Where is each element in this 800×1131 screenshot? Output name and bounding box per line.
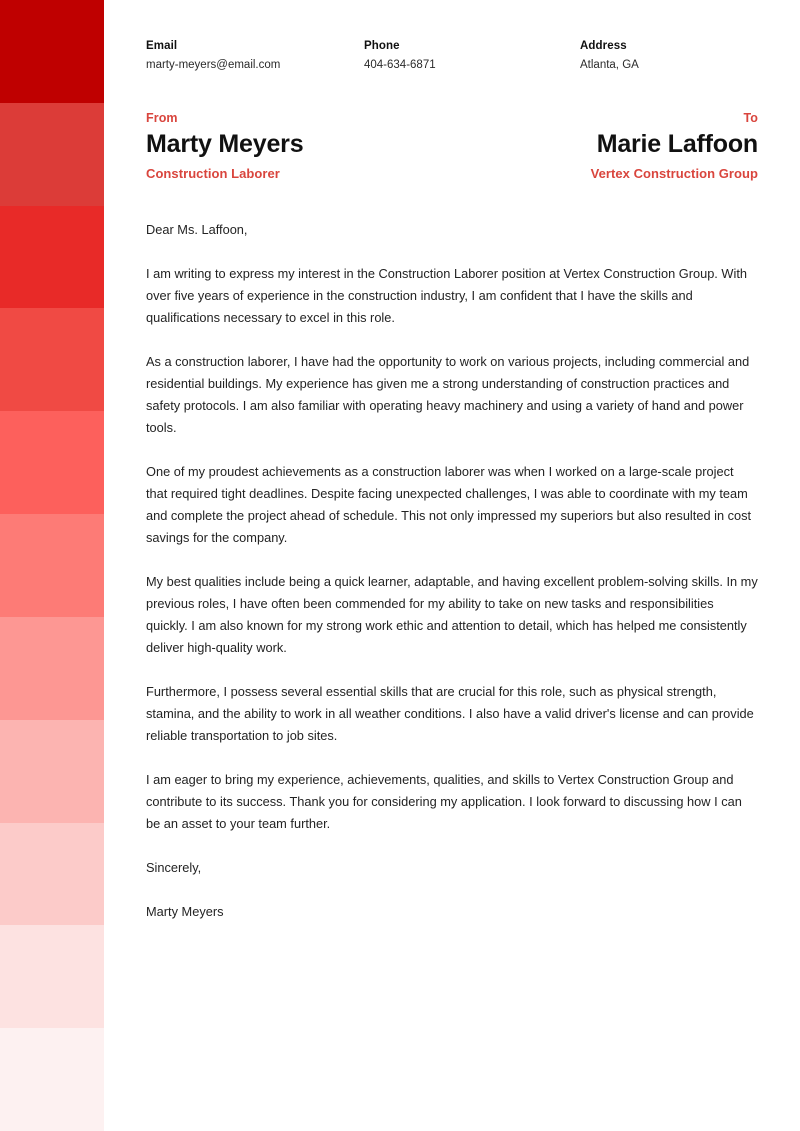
color-swatch-4 [0, 308, 104, 411]
sender-name: Marty Meyers [146, 130, 304, 158]
color-gradient-bar [0, 0, 104, 1131]
recipient-block [591, 111, 758, 181]
color-swatch-7 [0, 617, 104, 720]
letter-paragraph: Furthermore, I possess several essential skills that are crucial for this role, such as physical strength, stamina, and the ability to work in all weather conditions. I also have a valid driver's license and can provide reliable transportation to job sites. [146, 683, 754, 743]
contact-phone-label: Phone [364, 40, 400, 52]
letter-paragraph: I am writing to express my interest in the Construction Laborer position at Vertex Construction Group. With over five years of experience in the construction industry, I am confident that I have the skills and qualifications necessary to excel in this role. [146, 265, 748, 325]
color-swatch-10 [0, 925, 104, 1028]
contact-address-value: Atlanta, GA [580, 59, 639, 71]
letter-paragraph-list [146, 263, 758, 835]
sender-kicker: From [146, 111, 178, 125]
sender-job-title: Construction Laborer [146, 165, 280, 181]
contact-address [580, 40, 639, 71]
letter-signature: Marty Meyers [146, 903, 224, 919]
contact-phone-value: 404-634-6871 [364, 59, 436, 71]
recipient-company: Vertex Construction Group [590, 165, 758, 181]
contact-email-label: Email [146, 40, 178, 52]
letter-body [146, 219, 758, 923]
color-swatch-5 [0, 411, 104, 514]
color-swatch-3 [0, 206, 104, 309]
letter-paragraph: I am eager to bring my experience, achievements, qualities, and skills to Vertex Construction Group and contribute to its success. Thank you for considering my application. I look forward to discussing how I can be an asset to your team further. [146, 771, 742, 831]
sender-recipient-block [146, 111, 758, 181]
color-swatch-11 [0, 1028, 104, 1131]
letter-paragraph: One of my proudest achievements as a construction laborer was when I worked on a large-scale project that required tight deadlines. Despite facing unexpected challenges, I was able to coordinate with my team and complete the project ahead of schedule. This not only impressed my superiors but also resulted in cost savings for the company. [146, 463, 752, 545]
contact-phone [364, 40, 580, 71]
letter-closing: Sincerely, [146, 859, 202, 875]
color-swatch-2 [0, 103, 104, 206]
recipient-kicker: To [743, 111, 758, 125]
color-swatch-9 [0, 823, 104, 926]
letter-paragraph: My best qualities include being a quick learner, adaptable, and having excellent problem-solving skills. In my previous roles, I have often been commended for my ability to take on new tasks and responsibilities quickly. I am also known for my strong work ethic and attention to detail, which has helped me consistently deliver high-quality work. [146, 573, 758, 655]
recipient-name: Marie Laffoon [596, 130, 758, 158]
letter-paragraph: As a construction laborer, I have had the opportunity to work on various projects, including commercial and residential buildings. My experience has given me a strong understanding of construction practices and safety protocols. I am also familiar with operating heavy machinery and using a variety of hand and power tools. [146, 353, 750, 435]
letter-content [104, 0, 800, 1131]
contact-address-label: Address [580, 40, 627, 52]
color-swatch-8 [0, 720, 104, 823]
contact-email [146, 40, 364, 71]
color-swatch-6 [0, 514, 104, 617]
letter-salutation: Dear Ms. Laffoon, [146, 221, 248, 237]
sender-block [146, 111, 303, 181]
color-swatch-1 [0, 0, 104, 103]
contact-email-value: marty-meyers@email.com [146, 59, 281, 71]
contact-header [146, 40, 758, 71]
